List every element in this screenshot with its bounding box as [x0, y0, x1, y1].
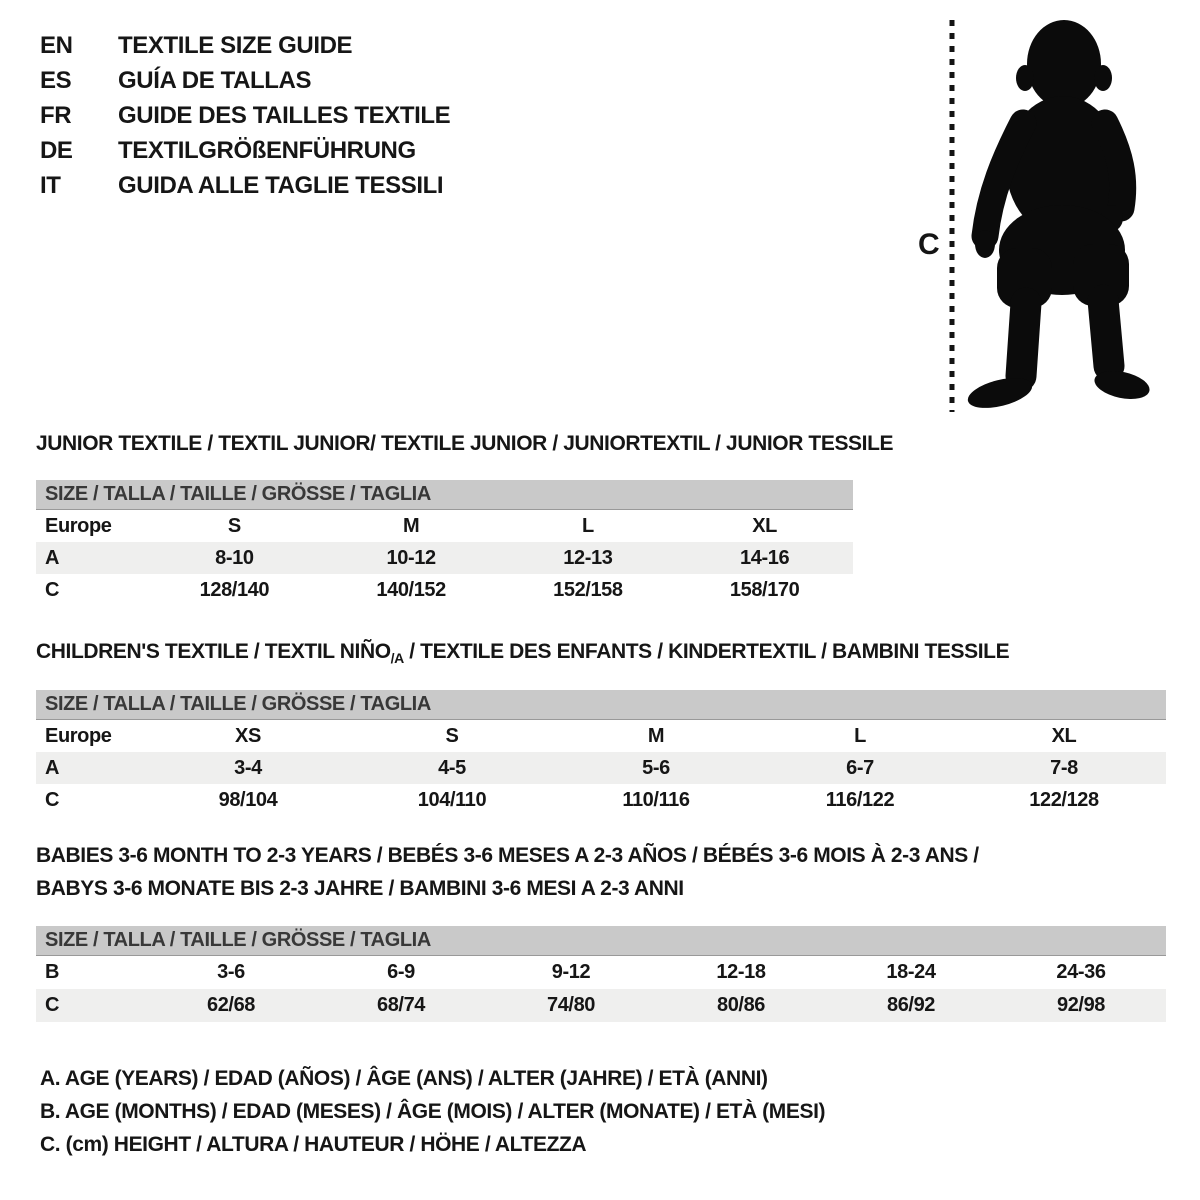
row-label: A: [45, 756, 60, 779]
table-cell: 122/128: [1029, 788, 1099, 811]
row-label: B: [45, 961, 60, 983]
table-cell: 5-6: [642, 756, 670, 779]
legend-line-c: C. (cm) HEIGHT / ALTURA / HAUTEUR / HÖHE / ALTEZZA: [40, 1133, 587, 1156]
table-cell: L: [581, 514, 594, 537]
table-header: SIZE / TALLA / TAILLE / GRÖSSE / TAGLIA: [36, 480, 853, 510]
row-label: A: [45, 546, 60, 569]
table-cell: XL: [1051, 724, 1077, 747]
table-cell: 18-24: [886, 961, 936, 983]
table-cell: 7-8: [1050, 756, 1078, 779]
table-cell: M: [647, 724, 665, 747]
row-label: C: [45, 578, 60, 601]
table-cell: S: [445, 724, 459, 747]
language-code: FR: [40, 101, 72, 129]
table-cell: 92/98: [1056, 994, 1106, 1016]
language-row: [40, 168, 450, 203]
table-cell: 158/170: [729, 578, 800, 601]
language-row: [40, 98, 450, 133]
table-cell: 8-10: [215, 546, 254, 569]
legend: [40, 1062, 825, 1161]
table-cell: 12-18: [716, 961, 766, 983]
table-row: [36, 784, 1166, 816]
table-cell: XS: [235, 724, 261, 747]
legend-line-b: B. AGE (MONTHS) / EDAD (MESES) / ÂGE (MOIS) / ALTER (MONATE) / ETÀ (MESI): [40, 1100, 826, 1123]
junior-section-title: JUNIOR TEXTILE / TEXTIL JUNIOR/ TEXTILE JUNIOR / JUNIORTEXTIL / JUNIOR TESSILE: [36, 432, 894, 455]
table-cell: 128/140: [199, 578, 270, 601]
children-title-sub: /A: [390, 650, 404, 667]
table-cell: 9-12: [551, 961, 591, 983]
table-cell: 86/92: [886, 994, 936, 1016]
table-cell: 62/68: [206, 994, 256, 1016]
language-code: IT: [40, 171, 61, 199]
height-label-c: C: [918, 228, 940, 261]
language-row: [40, 133, 450, 168]
table-row: [36, 510, 853, 542]
children-size-table: [36, 690, 1166, 816]
language-row: [40, 63, 450, 98]
babies-size-table: [36, 926, 1166, 1022]
table-cell: 104/110: [417, 788, 487, 811]
table-row: [36, 752, 1166, 784]
language-code: ES: [40, 66, 72, 94]
table-cell: 3-4: [234, 756, 262, 779]
table-cell: 98/104: [218, 788, 278, 811]
table-cell: 24-36: [1056, 961, 1106, 983]
table-header: SIZE / TALLA / TAILLE / GRÖSSE / TAGLIA: [36, 690, 1166, 720]
table-cell: 74/80: [546, 994, 596, 1016]
table-cell: 6-7: [846, 756, 874, 779]
table-row: [36, 720, 1166, 752]
table-cell: 80/86: [716, 994, 766, 1016]
table-cell: 10-12: [386, 546, 436, 569]
table-cell: M: [402, 514, 420, 537]
babies-section-title-line1: BABIES 3-6 MONTH TO 2-3 YEARS / BEBÉS 3-6 MESES A 2-3 AÑOS / BÉBÉS 3-6 MOIS À 2-3 ANS /: [36, 844, 979, 867]
table-cell: 12-13: [563, 546, 613, 569]
table-row: [36, 956, 1166, 989]
table-cell: XL: [752, 514, 777, 537]
table-header: SIZE / TALLA / TAILLE / GRÖSSE / TAGLIA: [36, 926, 1166, 956]
table-cell: 4-5: [438, 756, 466, 779]
table-cell: 140/152: [376, 578, 446, 601]
table-cell: 152/158: [553, 578, 623, 601]
children-title-text: CHILDREN'S TEXTILE / TEXTIL NIÑO: [36, 640, 391, 663]
table-cell: 14-16: [740, 546, 790, 569]
table-cell: 116/122: [825, 788, 895, 811]
table-cell: 68/74: [376, 994, 426, 1016]
language-title: GUIDA ALLE TAGLIE TESSILI: [118, 171, 444, 199]
language-code: EN: [40, 31, 73, 59]
language-list: [40, 28, 450, 203]
language-row: [40, 28, 450, 63]
table-row: [36, 574, 853, 606]
table-cell: 110/116: [622, 788, 690, 811]
children-title-rest: / TEXTILE DES ENFANTS / KINDERTEXTIL / BAMBINI TESSILE: [403, 640, 1010, 663]
junior-size-table: [36, 480, 853, 606]
children-section-title: [36, 640, 1009, 666]
legend-line-a: A. AGE (YEARS) / EDAD (AÑOS) / ÂGE (ANS) / ALTER (JAHRE) / ETÀ (ANNI): [40, 1067, 768, 1090]
row-label: Europe: [45, 514, 112, 537]
table-row: [36, 989, 1166, 1022]
language-title: TEXTILE SIZE GUIDE: [118, 31, 353, 59]
language-title: GUIDE DES TAILLES TEXTILE: [118, 101, 451, 129]
babies-section-title-line2: BABYS 3-6 MONATE BIS 2-3 JAHRE / BAMBINI 3-6 MESI A 2-3 ANNI: [36, 877, 684, 900]
baby-silhouette-icon: [965, 20, 1152, 414]
table-cell: 6-9: [387, 961, 415, 983]
row-label: C: [45, 788, 60, 811]
row-label: C: [45, 994, 60, 1016]
size-figure: [890, 8, 1190, 420]
table-cell: S: [227, 514, 241, 537]
language-title: GUÍA DE TALLAS: [118, 66, 312, 94]
language-code: DE: [40, 136, 73, 164]
language-title: TEXTILGRÖßENFÜHRUNG: [118, 136, 416, 164]
row-label: Europe: [45, 724, 112, 747]
table-cell: L: [854, 724, 866, 747]
table-cell: 3-6: [217, 961, 245, 983]
table-row: [36, 542, 853, 574]
